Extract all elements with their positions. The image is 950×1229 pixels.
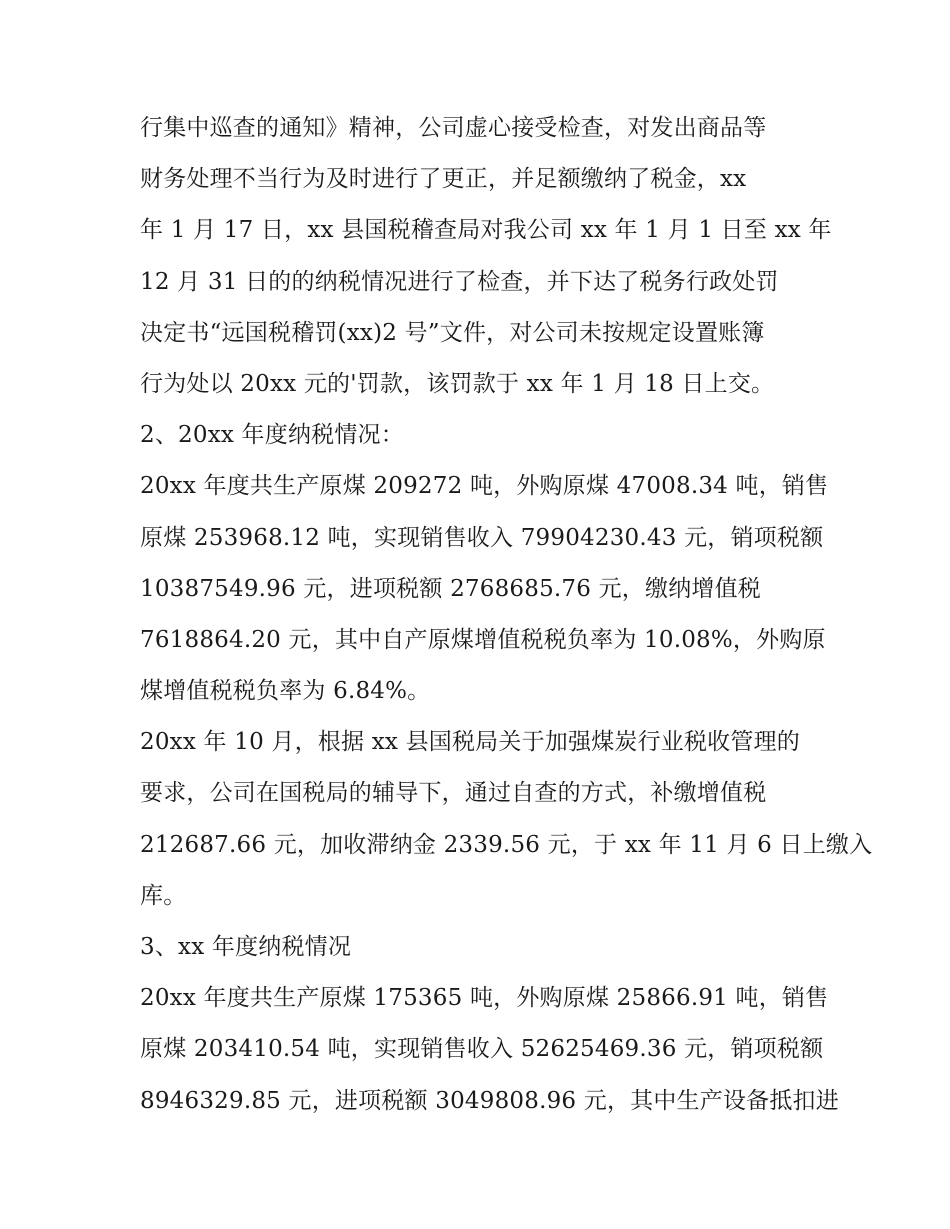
paragraph-line: 20xx 年 10 月，根据 xx 县国税局关于加强煤炭行业税收管理的 <box>140 729 800 756</box>
paragraph-line: 原煤 253968.12 吨，实现销售收入 79904230.43 元，销项税额 <box>140 524 824 551</box>
paragraph-line: 7618864.20 元，其中自产原煤增值税税负率为 10.08%，外购原 <box>140 626 826 653</box>
paragraph-line: 12 月 31 日的的纳税情况进行了检查，并下达了税务行政处罚 <box>140 268 779 295</box>
paragraph-line: 原煤 203410.54 吨，实现销售收入 52625469.36 元，销项税额 <box>140 1036 824 1063</box>
document-body <box>140 103 873 1127</box>
paragraph-line: 年 1 月 17 日，xx 县国税稽查局对我公司 xx 年 1 月 1 日至 xx 年 <box>140 217 832 244</box>
paragraph-line: 财务处理不当行为及时进行了更正，并足额缴纳了税金，xx <box>140 166 747 193</box>
paragraph-line: 20xx 年度共生产原煤 209272 吨，外购原煤 47008.34 吨，销售 <box>140 473 829 500</box>
section-heading: 3、xx 年度纳税情况 <box>140 934 352 960</box>
paragraph-line: 212687.66 元，加收滞纳金 2339.56 元，于 xx 年 11 月 6 日上缴入 <box>140 831 873 858</box>
paragraph-line: 决定书“远国税稽罚(xx)2 号”文件，对公司未按规定设置账簿 <box>140 319 765 346</box>
paragraph-line: 10387549.96 元，进项税额 2768685.76 元，缴纳增值税 <box>140 575 761 602</box>
paragraph-line: 8946329.85 元，进项税额 3049808.96 元，其中生产设备抵扣进 <box>140 1087 839 1114</box>
paragraph-line: 行集中巡查的通知》精神，公司虚心接受检查，对发出商品等 <box>140 115 767 141</box>
paragraph-line: 行为处以 20xx 元的'罚款，该罚款于 xx 年 1 月 18 日上交。 <box>140 370 775 397</box>
paragraph-line: 库。 <box>140 882 187 909</box>
section-heading: 2、20xx 年度纳税情况： <box>140 422 404 449</box>
paragraph-line: 煤增值税税负率为 6.84%。 <box>140 678 431 705</box>
paragraph-line: 20xx 年度共生产原煤 175365 吨，外购原煤 25866.91 吨，销售 <box>140 985 829 1012</box>
paragraph-line: 要求，公司在国税局的辅导下，通过自查的方式，补缴增值税 <box>140 780 767 807</box>
